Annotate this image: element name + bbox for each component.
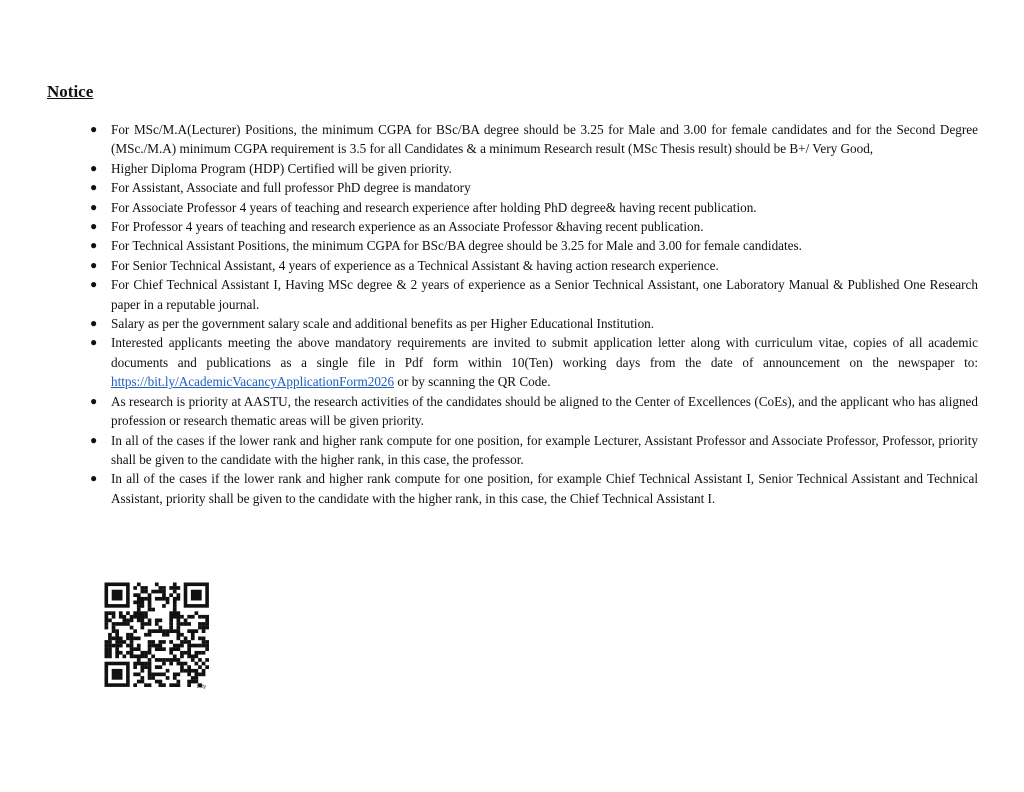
bullet-icon: ● [90, 219, 98, 234]
list-item [90, 392, 978, 431]
list-item-text: For Chief Technical Assistant I, Having MSc degree & 2 years of experience as a Senior Technical Assistant, one Laboratory Manual & Published One Research paper in a reputable journal. [111, 277, 978, 312]
application-text-end: or by scanning the QR Code. [394, 374, 551, 390]
bullet-icon: ● [90, 180, 98, 195]
list-item-text: Higher Diploma Program (HDP) Certified will be given priority. [111, 160, 452, 176]
list-item [90, 275, 978, 314]
bullet-icon: ● [90, 393, 98, 408]
list-item [90, 198, 978, 217]
list-item-text: In all of the cases if the lower rank and higher rank compute for one position, for example Chief Technical Assistant I, Senior Technical Assistant and Technical Assistant, priority shall be given to the candidate with the higher rank, in this case, the Chief Technical Assistant I. [111, 471, 978, 506]
list-item-text: As research is priority at AASTU, the research activities of the candidates should be aligned to the Center of Excellences (CoEs), and the applicant who has aligned profession or research thematic areas will be given priority. [111, 393, 978, 429]
list-item [90, 178, 978, 197]
bullet-icon: ● [90, 471, 98, 486]
list-item [90, 469, 978, 508]
notice-heading: Notice [47, 82, 94, 101]
qr-code[interactable] [102, 580, 212, 690]
list-item [90, 431, 978, 470]
list-item-text: For Technical Assistant Positions, the minimum CGPA for BSc/BA degree should be 3.25 for Male and 3.00 for female candidates. [111, 238, 802, 254]
bullet-icon: ● [90, 238, 98, 253]
list-item [90, 256, 978, 275]
list-item-text: For Associate Professor 4 years of teaching and research experience after holding PhD degree& having recent publication. [111, 199, 757, 215]
list-item-text: Salary as per the government salary scale and additional benefits as per Higher Educational Institution. [111, 316, 655, 332]
list-item [90, 217, 978, 236]
qr-code-icon [102, 580, 212, 690]
list-item [90, 236, 978, 255]
bullet-icon: ● [90, 257, 98, 272]
list-item [90, 120, 978, 159]
list-item-text: For Senior Technical Assistant, 4 years of experience as a Technical Assistant & having action research experience. [111, 257, 719, 273]
bullet-icon: ● [90, 277, 98, 292]
list-item-text: In all of the cases if the lower rank and higher rank compute for one position, for example Lecturer, Assistant Professor and Associate Professor, Professor, priority shall be given to the candidate with the higher rank, in this case, the professor. [111, 432, 978, 467]
bullet-icon: ● [90, 160, 98, 175]
list-item-text: For Professor 4 years of teaching and research experience as an Associate Professor &having recent publication. [111, 219, 704, 235]
list-item [90, 159, 978, 178]
list-item-text: For MSc/M.A(Lecturer) Positions, the minimum CGPA for BSc/BA degree should be 3.25 for Male and 3.00 for female candidates and for the Second Degree (MSc./M.A) minimum CGPA requirement is 3.5 for all Candidates & a minimum Research result (MSc Thesis result) should be B+/ Very Good, [111, 122, 978, 157]
qr-caption: bitly [197, 684, 206, 690]
bullet-icon: ● [90, 122, 98, 136]
bullet-icon: ● [90, 432, 98, 447]
list-item-application [90, 333, 978, 391]
list-item [90, 314, 978, 333]
bullet-icon: ● [90, 335, 98, 350]
bullet-icon: ● [90, 199, 98, 214]
notice-list [90, 120, 978, 508]
list-item-text: For Assistant, Associate and full professor PhD degree is mandatory [111, 180, 471, 196]
application-text: Interested applicants meeting the above mandatory requirements are invited to submit application letter along with curriculum vitae, copies of all academic documents and publications as a single file in Pdf form within 10(Ten) working days from the date of announcement on the newspaper to: [111, 335, 978, 370]
application-form-link[interactable]: https://bit.ly/AcademicVacancyApplicationForm2026 [111, 374, 395, 390]
bullet-icon: ● [90, 316, 98, 331]
